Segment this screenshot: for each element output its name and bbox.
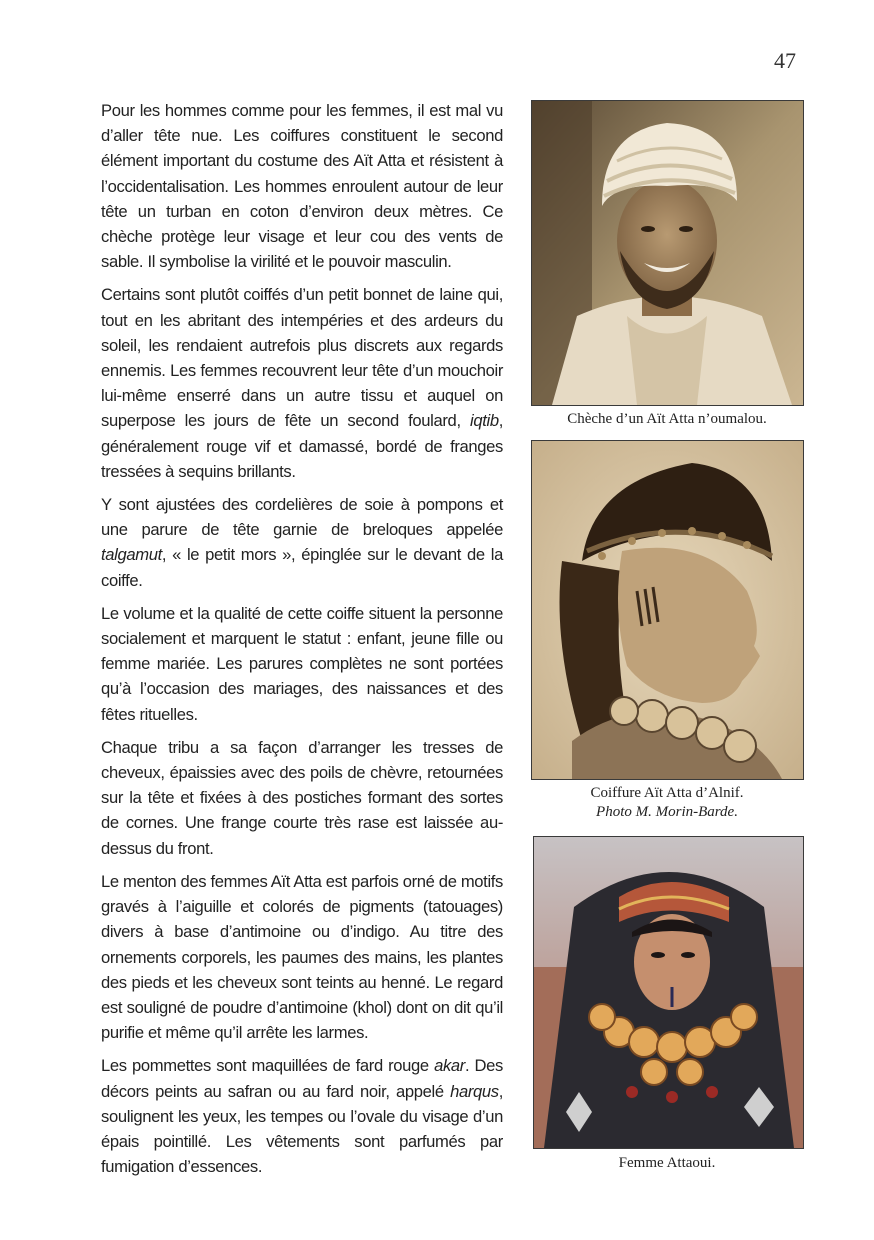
italic-term: iqtib <box>470 411 499 431</box>
body-text <box>101 98 503 1187</box>
paragraph <box>101 282 503 484</box>
photo-credit: Photo M. Morin-Barde. <box>596 804 738 820</box>
text-run: . Des décors peints au safran ou au fard noir, appelé <box>101 1056 503 1101</box>
paragraph <box>101 601 503 727</box>
photo-woman-color <box>533 836 804 1149</box>
text-run: , soulignent les yeux, les tempes ou l’ovale du visage d’un épais pointillé. Les vêtements sont parfumés par fumigation d’essences. <box>101 1081 503 1177</box>
photo-man-turban <box>531 100 804 406</box>
text-run: Le menton des femmes Aït Atta est parfois orné de motifs gravés à l’aiguille et colorés de pigments (tatouages) divers à base d’antimoine ou d’indigo. Au titre des ornements corporels, les paumes des mains, les plantes des pieds et les cheveux sont teints au henné. Le regard est souligné de poudre d’antimoine (khol) dont on dit qu’il purifie et même qu’il arrête les larmes. <box>101 871 503 1043</box>
italic-term: talgamut <box>101 545 162 565</box>
text-run: Certains sont plutôt coiffés d’un petit bonnet de laine qui, tout en les abritant des intempéries et des ardeurs du soleil, les rendaient autrefois plus discrets aux regards ennemis. Les femmes recouvrent leur tête d’un mouchoir lui-même enserré dans un autre tissu et auquel on superpose les jours de fête un second foulard, <box>101 285 503 431</box>
text-run: , « le petit mors », épinglée sur le devant de la coiffe. <box>101 545 503 590</box>
paragraph <box>101 492 503 593</box>
paragraph <box>101 98 503 274</box>
paragraph <box>101 869 503 1045</box>
text-run: , généralement rouge vif et damassé, bordé de franges tressées à sequins brillants. <box>101 411 503 481</box>
caption-text: Chèche d’un Aït Atta n’oumalou. <box>567 411 767 427</box>
text-run: Pour les hommes comme pour les femmes, il est mal vu d’aller tête nue. Les coiffures constituent le second élément important du costume des Aït Atta et résistent à l’occidentalisation. Les hommes enroulent autour de leur tête un turban en coton d’environ deux mètres. Ce chèche protège leur visage et leur cou des vents de sable. Il symbolise la virilité et le pouvoir masculin. <box>101 101 503 272</box>
text-run: Y sont ajustées des cordelières de soie à pompons et une parure de tête garnie de breloques appelée <box>101 495 503 540</box>
page-number: 47 <box>774 48 796 73</box>
photo-woman-profile <box>531 440 804 780</box>
text-run: Les pommettes sont maquillées de fard rouge <box>101 1056 435 1076</box>
text-run: Le volume et la qualité de cette coiffe situent la personne socialement et marquent le statut : enfant, jeune fille ou femme mariée. Les parures complètes ne sont portées qu’à l’occasion des mariages, des naissances et des fêtes rituelles. <box>101 603 503 724</box>
figure-caption-2 <box>517 784 817 822</box>
italic-term: akar <box>434 1056 465 1076</box>
caption-text: Femme Attaoui. <box>618 1155 716 1171</box>
text-run: Chaque tribu a sa façon d’arranger les tresses de cheveux, épaissies avec des poils de chèvre, retournées sur la tête et fixées à des postiches formant des sortes de cornes. Une frange courte très rase est laissée au-dessus du front. <box>101 737 503 858</box>
figure-caption-1 <box>517 410 817 429</box>
italic-term: harqus <box>450 1081 499 1101</box>
paragraph <box>101 735 503 861</box>
caption-text: Coiffure Aït Atta d’Alnif. <box>590 785 744 801</box>
figure-caption-3 <box>517 1154 817 1173</box>
paragraph <box>101 1053 503 1179</box>
